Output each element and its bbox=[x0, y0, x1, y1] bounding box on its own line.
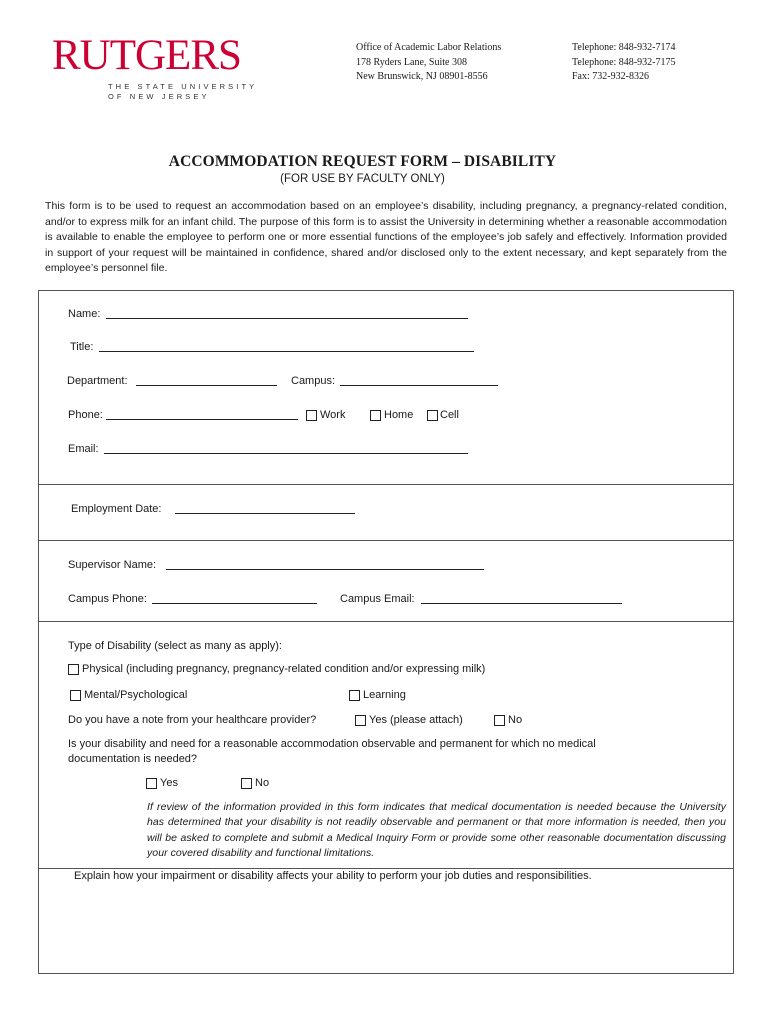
office-line: 178 Ryders Lane, Suite 308 bbox=[356, 56, 467, 68]
department-label: Department: bbox=[67, 375, 128, 387]
observable-no-label: No bbox=[255, 777, 270, 789]
phone-cell-checkbox[interactable] bbox=[427, 410, 438, 421]
supervisor-name-field[interactable] bbox=[166, 569, 484, 570]
campus-phone-label: Campus Phone: bbox=[68, 593, 147, 605]
phone-label: Phone: bbox=[68, 409, 103, 421]
campus-label: Campus: bbox=[291, 375, 336, 387]
provider-note-yes-label: Yes (please attach) bbox=[369, 714, 463, 726]
form-title: ACCOMMODATION REQUEST FORM – DISABILITY bbox=[168, 153, 557, 170]
provider-note-question: Do you have a note from your healthcare provider? bbox=[68, 714, 317, 726]
phone-home-checkbox[interactable] bbox=[370, 410, 381, 421]
medical-review-note: If review of the information provided in this form indicates that medical documentation is needed because the University has determined that your disability is not readily observable and permanent or that more information is needed, then you will be asked to complete and submit a Medical Inquiry Form or provide some other reasonable documentation discussing your covered disability and functional limitations. bbox=[147, 801, 726, 860]
office-address bbox=[356, 41, 501, 85]
intro-paragraph: This form is to be used to request an accommodation based on an employee’s disability, including pregnancy, a pregnancy-related condition, and/or to express milk for an infant child. The purpose of this form is to assist the University in determining whether a reasonable accommodation is available to enable the employee to perform one or more essential functions of the employee’s job safely and effectively. Information provided in support of your request will be maintained in confidence, shared and/or disclosed only to the extent necessary, and kept separately from the employee’s personnel file. bbox=[45, 200, 727, 275]
contact-line: Telephone: 848-932-7175 bbox=[572, 56, 676, 68]
observable-question-line-2: documentation is needed? bbox=[68, 753, 198, 765]
mental-label: Mental/Psychological bbox=[84, 689, 188, 701]
observable-yes-checkbox[interactable] bbox=[146, 778, 157, 789]
phone-work-checkbox[interactable] bbox=[306, 410, 317, 421]
form-subtitle: (FOR USE BY FACULTY ONLY) bbox=[280, 173, 445, 185]
office-contact bbox=[572, 41, 675, 85]
campus-email-field[interactable] bbox=[421, 603, 622, 604]
contact-line: Fax: 732-932-8326 bbox=[572, 71, 649, 82]
supervisor-section bbox=[38, 540, 734, 622]
employment-date-label: Employment Date: bbox=[71, 503, 162, 515]
phone-cell-label: Cell bbox=[440, 409, 459, 421]
provider-note-no-label: No bbox=[508, 714, 523, 726]
name-field[interactable] bbox=[106, 318, 468, 319]
office-line: New Brunswick, NJ 08901-8556 bbox=[356, 71, 488, 82]
campus-email-label: Campus Email: bbox=[340, 593, 415, 605]
campus-field[interactable] bbox=[340, 385, 498, 386]
physical-checkbox[interactable] bbox=[68, 664, 79, 675]
email-field[interactable] bbox=[104, 453, 468, 454]
supervisor-name-label: Supervisor Name: bbox=[68, 559, 157, 571]
mental-checkbox[interactable] bbox=[70, 690, 81, 701]
observable-yes-label: Yes bbox=[160, 777, 178, 789]
title-label: Title: bbox=[70, 341, 94, 353]
department-field[interactable] bbox=[136, 385, 277, 386]
logo-wordmark: RUTGERS bbox=[52, 32, 241, 79]
office-line: Office of Academic Labor Relations bbox=[356, 42, 502, 53]
physical-label: Physical (including pregnancy, pregnancy-related condition and/or expressing milk) bbox=[82, 663, 486, 675]
campus-phone-field[interactable] bbox=[152, 603, 317, 604]
rutgers-logo bbox=[52, 32, 258, 102]
disability-type-heading: Type of Disability (select as many as apply): bbox=[68, 640, 282, 652]
provider-note-no-checkbox[interactable] bbox=[494, 715, 505, 726]
phone-field[interactable] bbox=[106, 419, 298, 420]
learning-checkbox[interactable] bbox=[349, 690, 360, 701]
phone-home-label: Home bbox=[384, 409, 414, 421]
email-label: Email: bbox=[68, 443, 99, 455]
contact-line: Telephone: 848-932-7174 bbox=[572, 42, 676, 53]
title-field[interactable] bbox=[99, 351, 474, 352]
explain-impairment-prompt: Explain how your impairment or disability affects your ability to perform your job duties and responsibilities. bbox=[74, 870, 592, 882]
employment-date-field[interactable] bbox=[175, 513, 355, 514]
logo-tagline-2: OF NEW JERSEY bbox=[108, 92, 210, 101]
name-label: Name: bbox=[68, 308, 101, 320]
explain-impairment-field[interactable] bbox=[48, 886, 724, 968]
observable-question-line-1: Is your disability and need for a reasonable accommodation observable and permanent for which no medical bbox=[68, 738, 596, 750]
learning-label: Learning bbox=[363, 689, 406, 701]
personal-info-section bbox=[38, 290, 734, 485]
provider-note-yes-checkbox[interactable] bbox=[355, 715, 366, 726]
logo-tagline-1: THE STATE UNIVERSITY bbox=[108, 82, 258, 91]
observable-no-checkbox[interactable] bbox=[241, 778, 252, 789]
phone-work-label: Work bbox=[320, 409, 346, 421]
